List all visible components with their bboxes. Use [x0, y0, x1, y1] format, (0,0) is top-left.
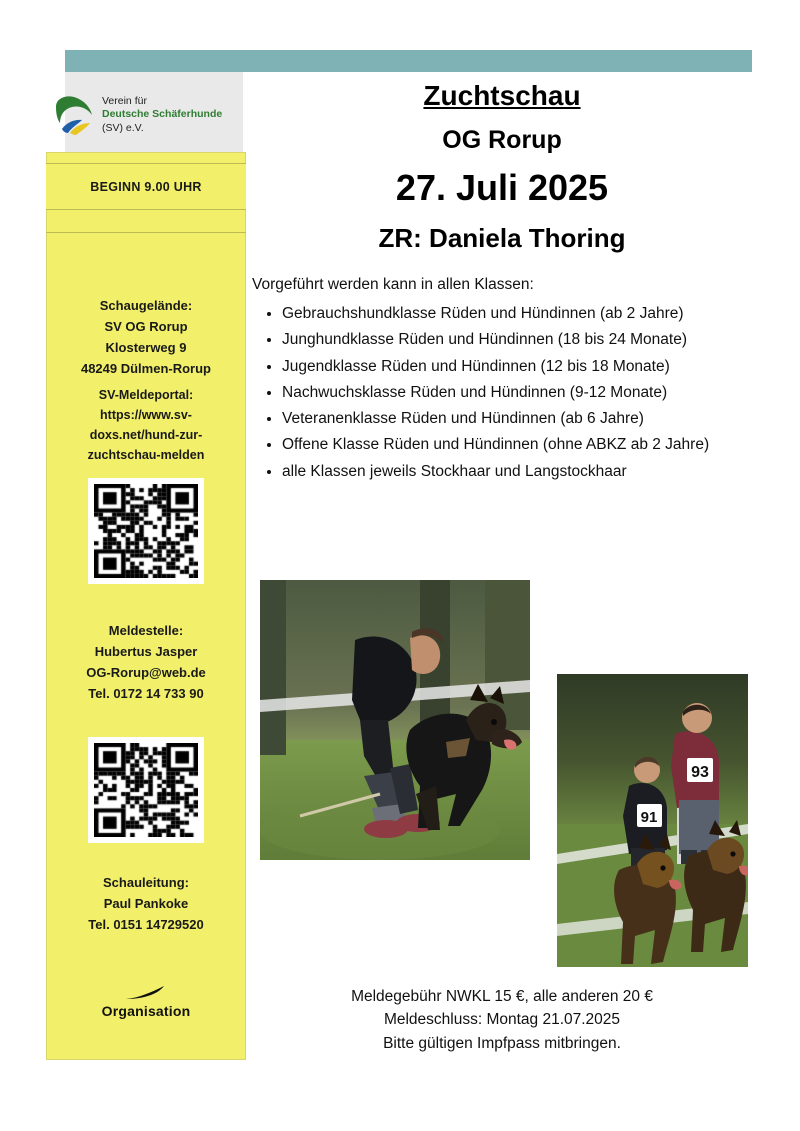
registration-label: Meldestelle: — [108, 623, 184, 638]
registration-name: Hubertus Jasper — [94, 644, 198, 660]
list-item: • alle Klassen jeweils Stockhaar und Langstockhaar — [282, 462, 752, 483]
footer-fee: Meldegebühr NWKL 15 €, alle anderen 20 € — [351, 988, 653, 1005]
list-item: • Gebrauchshundklasse Rüden und Hündinnen (ab 2 Jahre) — [282, 304, 752, 325]
sv-logo-icon — [52, 93, 96, 137]
portal-label: SV-Meldeportal: — [98, 388, 194, 402]
bib-number-91: 91 — [640, 809, 658, 826]
management-name: Paul Pankoke — [103, 896, 189, 912]
venue-line-2: Klosterweg 9 — [105, 340, 187, 356]
photo-handler-with-dog-image — [260, 580, 530, 860]
qr-code-portal[interactable] — [88, 478, 204, 584]
sv-logo — [52, 86, 247, 144]
list-item: • Junghundklasse Rüden und Hündinnen (18 bis 24 Monate) — [282, 330, 752, 351]
event-date: 27. Juli 2025 — [395, 167, 609, 208]
photo-two-handlers-with-dogs — [555, 672, 750, 969]
portal-url-line-3[interactable]: zuchtschau-melden — [87, 448, 205, 462]
intro-text: Vorgeführt werden kann in allen Klassen: — [252, 276, 534, 293]
list-item: • Offene Klasse Rüden und Hündinnen (ohne ABKZ ab 2 Jahre) — [282, 435, 752, 456]
classes-list — [252, 304, 752, 482]
venue-line-1: SV OG Rorup — [104, 319, 188, 335]
begin-time-box — [46, 163, 246, 210]
venue-label: Schaugelände: — [99, 298, 193, 313]
registration-phone: Tel. 0172 14 733 90 — [88, 686, 204, 702]
organisation-block — [46, 985, 246, 1019]
footer-info — [252, 985, 752, 1055]
club-subtitle: OG Rorup — [442, 126, 562, 154]
judge-name: ZR: Daniela Thoring — [378, 223, 626, 253]
photo-two-handlers-with-dogs-image — [557, 674, 748, 967]
management-block — [46, 872, 246, 935]
portal-url-line-1[interactable]: https://www.sv- — [100, 408, 192, 422]
main-content — [252, 80, 752, 488]
sv-logo-text — [102, 95, 222, 134]
portal-url-line-2[interactable]: doxs.net/hund-zur- — [89, 428, 203, 442]
page-title: Zuchtschau — [423, 80, 581, 111]
top-teal-band — [65, 50, 752, 72]
logo-line-3: (SV) e.V. — [102, 121, 144, 134]
venue-block — [46, 295, 246, 379]
qr-code-registration[interactable] — [88, 737, 204, 843]
venue-line-3: 48249 Dülmen-Rorup — [80, 361, 212, 377]
footer-deadline: Meldeschluss: Montag 21.07.2025 — [383, 1011, 621, 1029]
list-item: • Jugendklasse Rüden und Hündinnen (12 bis 18 Monate) — [282, 357, 752, 378]
begin-time-label: BEGINN 9.00 UHR — [90, 179, 202, 194]
footer-note: Bitte gültigen Impfpass mitbringen. — [383, 1034, 621, 1052]
organisation-label: Organisation — [101, 1003, 191, 1019]
management-phone: Tel. 0151 14729520 — [88, 917, 204, 933]
organisation-swoosh-icon — [124, 985, 168, 1001]
list-item: • Nachwuchsklasse Rüden und Hündinnen (9-12 Monate) — [282, 383, 752, 404]
sidebar-divider-1 — [46, 232, 246, 233]
logo-line-1: Verein für — [102, 95, 147, 108]
registration-email[interactable]: OG-Rorup@web.de — [86, 665, 206, 681]
photo-handler-with-dog — [260, 580, 530, 860]
management-label: Schauleitung: — [103, 875, 189, 890]
logo-line-2: Deutsche Schäferhunde — [102, 108, 223, 121]
list-item: • Veteranenklasse Rüden und Hündinnen (ab 6 Jahre) — [282, 409, 752, 430]
portal-block — [46, 385, 246, 465]
registration-block — [46, 620, 246, 704]
bib-number-93: 93 — [691, 764, 709, 781]
